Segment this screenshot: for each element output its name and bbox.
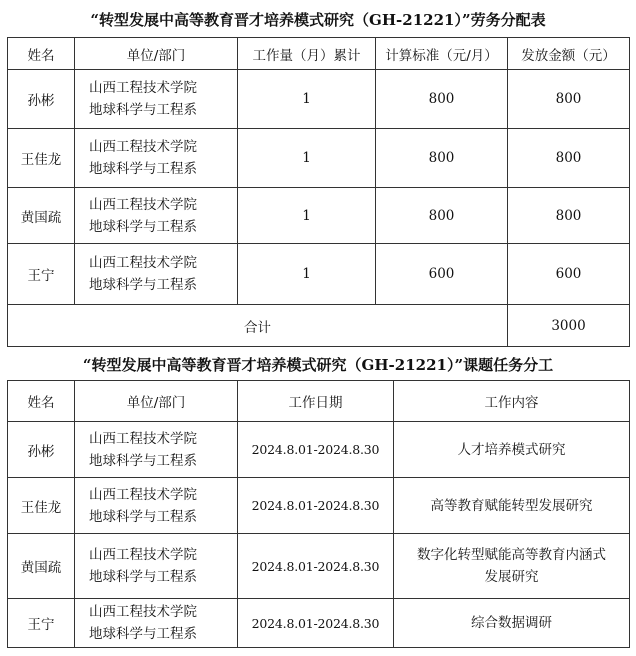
header-name: 姓名 <box>8 381 75 422</box>
unit-cell <box>75 534 238 599</box>
months-cell: 1 <box>238 244 376 305</box>
header-content: 工作内容 <box>394 381 630 422</box>
amount-cell: 800 <box>508 70 630 129</box>
dept-line: 地球科学与工程系 <box>89 161 197 177</box>
unit-cell <box>75 129 238 188</box>
dept-line: 地球科学与工程系 <box>89 218 197 235</box>
content-line: 数字化转型赋能高等教育内涵式 <box>417 547 606 563</box>
table-header-row <box>8 38 630 70</box>
table-row <box>8 478 630 534</box>
rate-cell: 800 <box>376 188 508 244</box>
name-cell: 王佳龙 <box>8 129 75 188</box>
name-cell: 黄国疏 <box>8 188 75 244</box>
table-row <box>8 422 630 478</box>
unit-cell <box>75 422 238 478</box>
content-line: 人才培养模式研究 <box>457 441 566 458</box>
table-row <box>8 244 630 305</box>
task-division-table <box>7 380 630 648</box>
amount-cell: 600 <box>508 244 630 305</box>
unit-cell <box>75 244 238 305</box>
table-row <box>8 534 630 599</box>
dept-line: 地球科学与工程系 <box>89 277 197 293</box>
rate-cell: 800 <box>376 70 508 129</box>
unit-line: 山西工程技术学院 <box>89 486 197 503</box>
date-cell: 2024.8.01-2024.8.30 <box>238 534 394 599</box>
content-cell <box>394 478 630 534</box>
task-table-title: “转型发展中高等教育晋才培养模式研究（GH-21221）”课题任务分工 <box>82 356 554 374</box>
header-rate: 计算标准（元/月） <box>376 38 508 70</box>
rate-cell: 800 <box>376 129 508 188</box>
unit-line: 山西工程技术学院 <box>89 80 197 96</box>
labor-table-title: “转型发展中高等教育晋才培养模式研究（GH-21221）”劳务分配表 <box>90 11 546 29</box>
header-date: 工作日期 <box>238 381 394 422</box>
unit-cell <box>75 70 238 129</box>
amount-cell: 800 <box>508 188 630 244</box>
header-unit: 单位/部门 <box>75 381 238 422</box>
dept-line: 地球科学与工程系 <box>89 626 197 642</box>
dept-line: 地球科学与工程系 <box>89 508 197 525</box>
header-workload: 工作量（月）累计 <box>238 38 376 70</box>
amount-cell: 800 <box>508 129 630 188</box>
months-cell: 1 <box>238 70 376 129</box>
unit-cell <box>75 188 238 244</box>
date-cell: 2024.8.01-2024.8.30 <box>238 422 394 478</box>
total-value: 3000 <box>508 305 630 347</box>
name-cell: 王佳龙 <box>8 478 75 534</box>
months-cell: 1 <box>238 188 376 244</box>
date-cell: 2024.8.01-2024.8.30 <box>238 599 394 648</box>
name-cell: 王宁 <box>8 599 75 648</box>
header-name: 姓名 <box>8 38 75 70</box>
table-header-row <box>8 381 630 422</box>
name-cell: 王宁 <box>8 244 75 305</box>
content-line: 高等教育赋能转型发展研究 <box>430 497 593 514</box>
header-amount: 发放金额（元） <box>508 38 630 70</box>
unit-line: 山西工程技术学院 <box>89 547 197 563</box>
table-row <box>8 599 630 648</box>
name-cell: 孙彬 <box>8 422 75 478</box>
table-row <box>8 70 630 129</box>
table-row <box>8 129 630 188</box>
unit-line: 山西工程技术学院 <box>89 430 197 447</box>
content-line: 综合数据调研 <box>471 615 552 631</box>
unit-line: 山西工程技术学院 <box>89 196 197 213</box>
unit-cell <box>75 478 238 534</box>
total-row <box>8 305 630 347</box>
name-cell: 孙彬 <box>8 70 75 129</box>
total-label: 合计 <box>8 305 508 347</box>
months-cell: 1 <box>238 129 376 188</box>
dept-line: 地球科学与工程系 <box>89 452 197 469</box>
dept-line: 地球科学与工程系 <box>89 569 197 585</box>
content-cell <box>394 599 630 648</box>
unit-cell <box>75 599 238 648</box>
header-unit: 单位/部门 <box>75 38 238 70</box>
name-cell: 黄国疏 <box>8 534 75 599</box>
table-row <box>8 188 630 244</box>
rate-cell: 600 <box>376 244 508 305</box>
dept-line: 地球科学与工程系 <box>89 102 197 118</box>
date-cell: 2024.8.01-2024.8.30 <box>238 478 394 534</box>
unit-line: 山西工程技术学院 <box>89 139 197 155</box>
content-cell <box>394 534 630 599</box>
content-cell <box>394 422 630 478</box>
labor-distribution-table <box>7 37 630 347</box>
content-line: 发展研究 <box>484 569 539 585</box>
unit-line: 山西工程技术学院 <box>89 604 197 620</box>
unit-line: 山西工程技术学院 <box>89 255 197 271</box>
